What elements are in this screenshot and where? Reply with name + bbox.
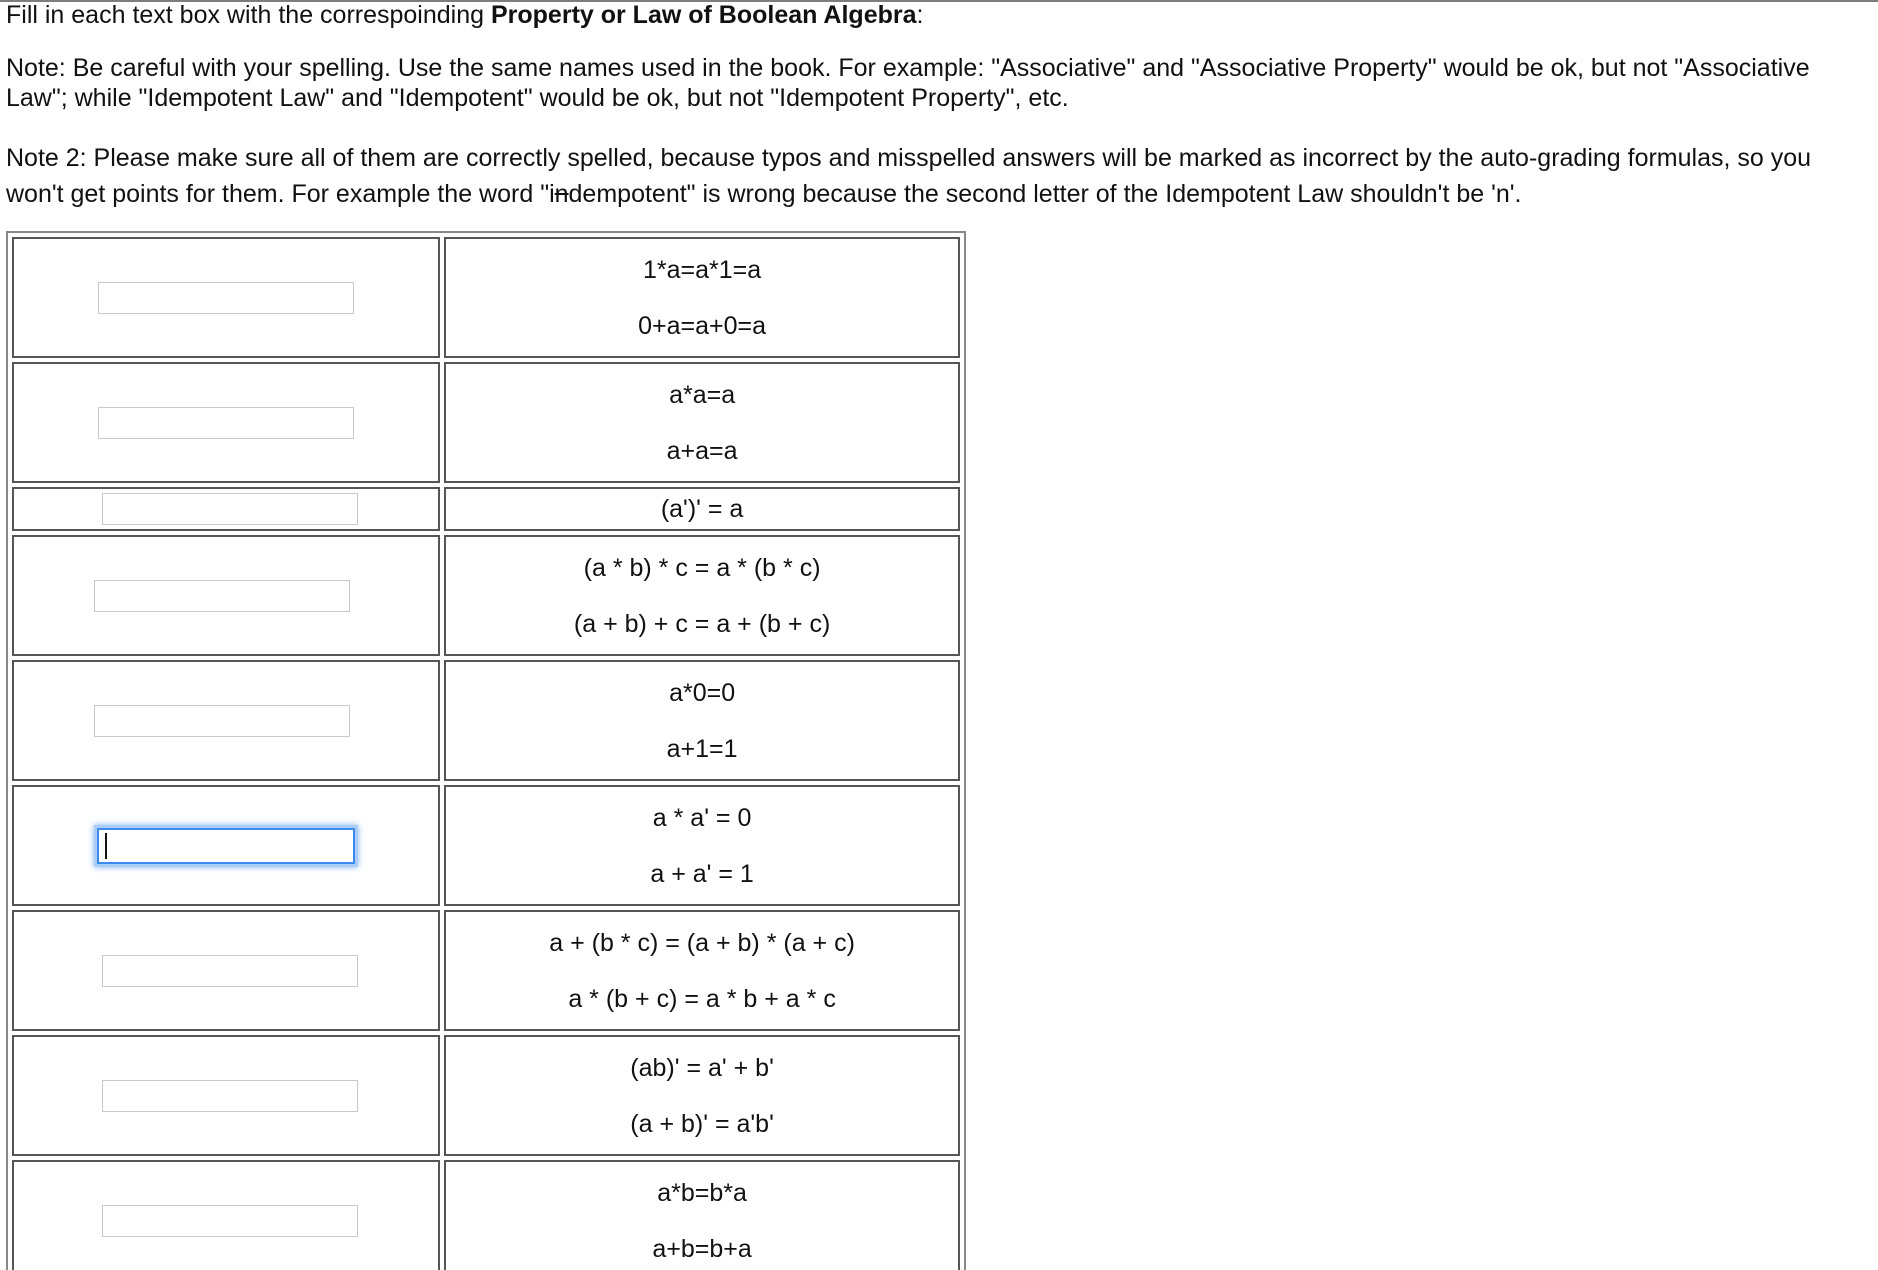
- note-1: Note: Be careful with your spelling. Use the same names used in the book. For example: "Associative" and "Associative Property" would be ok, but not "Associative Law"; while "Idempotent Law" and "Idempotent" would be ok, but not "Idempotent Property", etc.: [6, 54, 1810, 112]
- answer-input-2[interactable]: [98, 407, 354, 439]
- boolean-laws-table: [6, 231, 966, 1270]
- answer-wrapper: [102, 493, 358, 525]
- table-row: [12, 785, 960, 906]
- answer-input-4[interactable]: [94, 580, 350, 612]
- equation-cell: [444, 362, 960, 483]
- equation-text: a+a=a: [666, 436, 738, 465]
- answer-input-1[interactable]: [98, 282, 354, 314]
- equation-cell: [444, 487, 960, 531]
- equation-text: a*b=b*a: [657, 1178, 747, 1207]
- instructions-intro: [6, 0, 1868, 30]
- table-row: [12, 1160, 960, 1270]
- equation-text: 1*a=a*1=a: [642, 255, 762, 284]
- equation-text: (a + b)' = a'b': [630, 1109, 774, 1138]
- equation-cell: [444, 660, 960, 781]
- answer-input-8[interactable]: [102, 1080, 358, 1112]
- equation-cell: [444, 1160, 960, 1270]
- answer-cell: [12, 237, 440, 358]
- text-caret: [105, 833, 107, 859]
- answer-cell: [12, 487, 440, 531]
- answer-wrapper: [94, 580, 350, 612]
- answer-cell: [12, 1035, 440, 1156]
- equation-text: (a * b) * c = a * (b * c): [583, 553, 821, 582]
- equation-text: a * (b + c) = a * b + a * c: [568, 984, 836, 1013]
- answer-cell: [12, 535, 440, 656]
- answer-cell: [12, 362, 440, 483]
- equation-text: a + a' = 1: [650, 859, 754, 888]
- answer-wrapper: [102, 955, 358, 987]
- note-2: [6, 140, 1868, 212]
- answer-input-7[interactable]: [102, 955, 358, 987]
- table-row: [12, 1035, 960, 1156]
- equation-text: (ab)' = a' + b': [630, 1053, 774, 1082]
- answer-input-6[interactable]: [97, 828, 355, 864]
- table-row: [12, 362, 960, 483]
- equation-cell: [444, 1035, 960, 1156]
- answer-cell: [12, 785, 440, 906]
- answer-wrapper: [98, 282, 354, 314]
- table-row: [12, 237, 960, 358]
- intro-text: Fill in each text box with the correspoinding: [6, 1, 491, 29]
- equation-text: a*a=a: [669, 380, 736, 409]
- answer-cell: [12, 910, 440, 1031]
- intro-bold-text: Property or Law of Boolean Algebra: [490, 1, 917, 29]
- answer-wrapper: [102, 1080, 358, 1112]
- table-row: [12, 660, 960, 781]
- equation-text: a+b=b+a: [652, 1234, 752, 1263]
- equation-cell: [444, 785, 960, 906]
- equation-cell: [444, 535, 960, 656]
- equation-text: a*0=0: [669, 678, 736, 707]
- table-row: [12, 487, 960, 531]
- note-2-prefix: Note 2: Please make sure all of them are correctly spelled, because typos and misspelled answers will be marked as incorrect by the auto-grading formulas, so you won't get points for them. For example the word "i: [6, 144, 1812, 208]
- equation-text: (a + b) + c = a + (b + c): [573, 609, 831, 638]
- table-row: [12, 535, 960, 656]
- equation-text: a * a' = 0: [652, 803, 752, 832]
- answer-input-5[interactable]: [94, 705, 350, 737]
- equation-text: (a')' = a: [660, 495, 744, 523]
- answer-cell: [12, 660, 440, 781]
- table-row: [12, 910, 960, 1031]
- answer-wrapper: [97, 828, 355, 864]
- answer-wrapper: [98, 407, 354, 439]
- equation-text: a+1=1: [666, 734, 738, 763]
- equation-text: 0+a=a+0=a: [638, 311, 767, 340]
- intro-suffix: :: [916, 1, 924, 29]
- equation-cell: [444, 910, 960, 1031]
- answer-cell: [12, 1160, 440, 1270]
- answer-input-9[interactable]: [102, 1205, 358, 1237]
- equation-cell: [444, 237, 960, 358]
- note-2-strike: n: [554, 180, 569, 208]
- note-2-suffix: dempotent" is wrong because the second letter of the Idempotent Law shouldn't be 'n'.: [568, 180, 1522, 208]
- answer-input-3[interactable]: [102, 493, 358, 525]
- equation-text: a + (b * c) = (a + b) * (a + c): [549, 928, 855, 957]
- answer-wrapper: [102, 1205, 358, 1237]
- answer-wrapper: [94, 705, 350, 737]
